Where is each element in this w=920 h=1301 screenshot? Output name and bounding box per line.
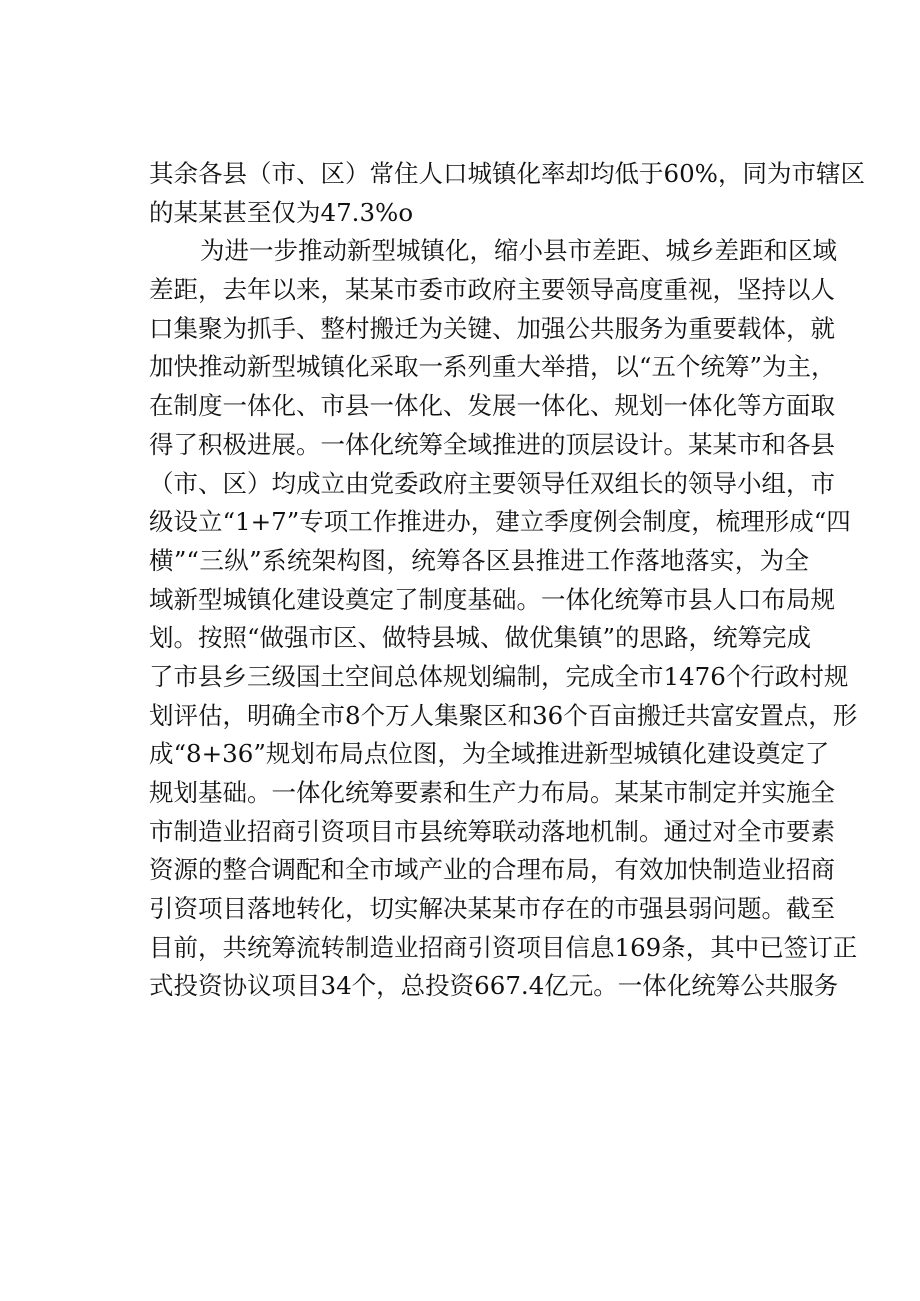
text-line-11: 横”“三纵”系统架构图，统筹各区县推进工作落地落实，为全 — [149, 545, 809, 575]
text-line-1: 其余各县（市、区）常住人口城镇化率却均低于60%，同为市辖区 — [149, 159, 865, 188]
text-line-14: 了市县乡三级国土空间总体规划编制，完成全市1476个行政村规 — [149, 661, 849, 691]
text-line-22: 式投资协议项目34个，总投资667.4亿元。一体化统筹公共服务 — [149, 971, 839, 1001]
text-line-10: 级设立“1+7”专项工作推进办，建立季度例会制度，梳理形成“四 — [149, 507, 851, 537]
text-line-8: 得了积极进展。一体化统筹全域推进的顶层设计。某某市和各县 — [149, 429, 835, 459]
body-text — [149, 155, 865, 1006]
text-line-9: （市、区）均成立由党委政府主要领导任双组长的领导小组，市 — [149, 468, 835, 498]
text-line-19: 资源的整合调配和全市域产业的合理布局，有效加快制造业招商 — [149, 855, 835, 885]
text-line-4: 差距，去年以来，某某市委市政府主要领导高度重视，坚持以人 — [149, 275, 835, 305]
text-line-13: 划。按照“做强市区、做特县城、做优集镇”的思路，统筹完成 — [149, 623, 812, 653]
text-line-2: 的某某甚至仅为47.3%o — [149, 197, 414, 227]
text-line-7: 在制度一体化、市县一体化、发展一体化、规划一体化等方面取 — [149, 391, 835, 421]
text-line-21: 目前，共统筹流转制造业招商引资项目信息169条，其中已签订正 — [149, 932, 858, 962]
text-line-17: 规划基础。一体化统筹要素和生产力布局。某某市制定并实施全 — [149, 778, 835, 807]
text-line-5: 口集聚为抓手、整村搬迁为关键、加强公共服务为重要载体，就 — [149, 313, 835, 343]
text-line-15: 划评估，明确全市8个万人集聚区和36个百亩搬迁共富安置点，形 — [149, 700, 858, 730]
text-line-16: 成“8+36”规划布局点位图，为全域推进新型城镇化建设奠定了 — [149, 739, 830, 769]
text-line-12: 域新型城镇化建设奠定了制度基础。一体化统筹市县人口布局规 — [149, 584, 835, 614]
text-line-6: 加快推动新型城镇化采取一系列重大举措，以“五个统筹”为主， — [149, 352, 836, 382]
text-line-20: 引资项目落地转化，切实解决某某市存在的市强县弱问题。截至 — [149, 894, 835, 924]
text-line-18: 市制造业招商引资项目市县统筹联动落地机制。通过对全市要素 — [149, 816, 835, 846]
text-line-3: 为进一步推动新型城镇化，缩小县市差距、城乡差距和区域 — [200, 236, 837, 266]
